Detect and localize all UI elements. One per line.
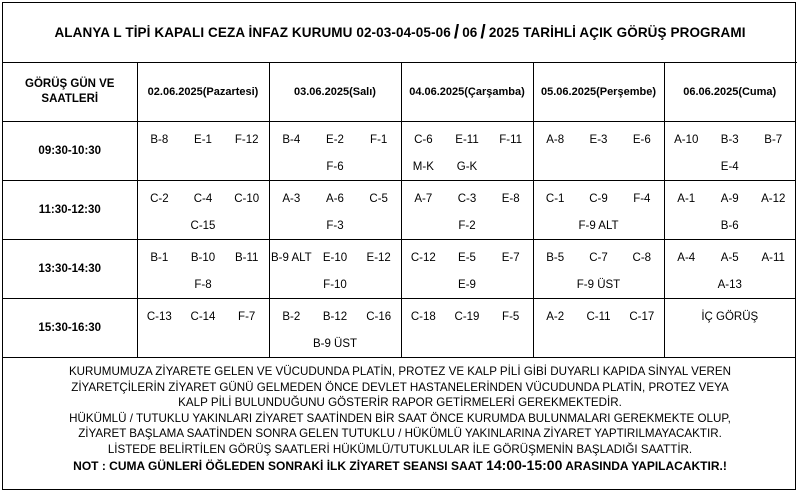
- ward-label: B-6: [720, 220, 739, 232]
- ward-label: A-1: [677, 193, 696, 205]
- schedule-cell: [401, 122, 533, 181]
- friday-note-suffix: ARASINDA YAPILACAKTIR.!: [565, 459, 727, 473]
- ward-label: B-10: [190, 252, 216, 264]
- schedule-row: [3, 299, 795, 358]
- ward-label: İÇ GÖRÜŞ: [701, 311, 759, 323]
- ward-label: B-2: [282, 311, 301, 323]
- day-header: 06.06.2025(Cuma): [664, 63, 795, 122]
- ward-label: F-2: [458, 220, 476, 232]
- corner-line-2: SAATLERİ: [41, 93, 99, 105]
- schedule-row: [3, 181, 795, 240]
- ward-label: E-8: [501, 193, 520, 205]
- schedule-document: [2, 2, 796, 490]
- schedule-row: [3, 240, 795, 299]
- ward-label: F-9 ALT: [578, 220, 619, 232]
- ward-label: C-18: [410, 311, 436, 323]
- ward-label: B-4: [282, 134, 301, 146]
- note-line: KURUMUMUZA ZİYARETE GELEN VE VÜCUDUNDA PLATİN, PROTEZ VE KALP PİLİ GİBİ DUYARLI KAPIDA SİNYAL VEREN: [68, 365, 732, 378]
- ward-label: B-5: [546, 252, 565, 264]
- ward-label: C-7: [589, 252, 608, 264]
- ward-label: A-11: [761, 252, 785, 264]
- schedule-cell: [401, 299, 533, 358]
- ward-label: A-10: [674, 134, 699, 146]
- schedule-cell: [137, 122, 269, 181]
- ward-label: F-5: [502, 311, 520, 323]
- page-title: [3, 3, 797, 63]
- note-line: LİSTEDE BELİRTİLEN GÖRÜŞ SAATLERİ HÜKÜMLÜ/TUTUKLULAR İLE GÖRÜŞMENİN BAŞLADIĞI SAATTİR.: [107, 442, 693, 456]
- friday-note: [3, 458, 797, 475]
- ward-label: A-13: [717, 279, 742, 291]
- ward-label: E-5: [458, 252, 476, 264]
- ward-label: A-3: [282, 193, 301, 205]
- ward-label: E-7: [501, 252, 520, 264]
- ward-label: B-1: [150, 252, 169, 264]
- schedule-cell: [137, 299, 269, 358]
- day-header: 02.06.2025(Pazartesi): [137, 63, 269, 122]
- schedule-cell: [401, 181, 533, 240]
- friday-note-time: 14:00-15:00: [486, 457, 563, 473]
- ward-label: E-10: [322, 252, 348, 264]
- note-line: HÜKÜMLÜ / TUTUKLU YAKINLARI ZİYARET SAATİNDEN BİR SAAT ÖNCE KURUMDA BULUNMALARI GEREKMEKTE OLUP,: [69, 411, 731, 425]
- note-line: ZİYARETÇİLERİN ZİYARET GÜNÜ GELMEDEN ÖNCE DEVLET HASTANELERİNDEN VÜCUDUNDA PLATİN, PROTEZ VEYA: [71, 380, 729, 394]
- ward-label: B-8: [150, 134, 169, 146]
- title-slash1: /: [453, 21, 460, 43]
- schedule-cell: [664, 299, 795, 358]
- ward-label: F-1: [370, 134, 388, 146]
- corner-line-1: GÖRÜŞ GÜN VE: [25, 78, 115, 90]
- schedule-cell: [533, 181, 664, 240]
- title-slash2: /: [480, 21, 486, 43]
- schedule-cell: [269, 240, 401, 299]
- ward-label: A-2: [546, 311, 565, 323]
- note-line: ZİYARET BAŞLAMA SAATİNDEN SONRA GELEN TUTUKLU / HÜKÜMLÜ YAKINLARINA ZİYARET YAPTIRILMAYACAKTIR.: [78, 427, 722, 440]
- day-header: 05.06.2025(Perşembe): [533, 63, 664, 122]
- ward-label: C-19: [454, 311, 480, 323]
- ward-label: A-9: [720, 193, 739, 205]
- ward-label: B-9 ALT: [270, 252, 312, 264]
- ward-label: C-2: [150, 193, 169, 205]
- time-slot: 09:30-10:30: [3, 122, 137, 181]
- schedule-cell: [664, 240, 795, 299]
- ward-label: C-8: [632, 252, 652, 264]
- schedule-cell: [664, 181, 795, 240]
- ward-label: C-11: [586, 311, 611, 323]
- ward-label: E-9: [458, 279, 476, 291]
- ward-label: F-11: [499, 134, 523, 146]
- header-corner: [3, 63, 137, 122]
- ward-label: C-15: [190, 220, 216, 232]
- title-month: 06: [462, 25, 478, 40]
- schedule-cell: [401, 240, 533, 299]
- ward-label: E-12: [366, 252, 391, 264]
- schedule-cell: [269, 299, 401, 358]
- ward-label: C-1: [545, 193, 565, 205]
- ward-label: F-12: [234, 134, 259, 146]
- ward-label: C-4: [193, 193, 213, 205]
- ward-label: C-12: [410, 252, 436, 264]
- ward-label: C-16: [366, 311, 392, 323]
- schedule-cell: [664, 122, 795, 181]
- ward-label: E-1: [194, 134, 212, 146]
- visit-schedule-table: [3, 63, 795, 358]
- title-part2: 2025 TARİHLİ AÇIK GÖRÜŞ PROGRAMI: [488, 25, 746, 40]
- header-row: [3, 63, 795, 122]
- schedule-cell: [533, 299, 664, 358]
- ward-label: C-17: [629, 311, 655, 323]
- ward-label: A-5: [720, 252, 739, 264]
- ward-label: B-12: [322, 311, 348, 323]
- schedule-cell: [137, 181, 269, 240]
- ward-label: F-8: [194, 279, 212, 291]
- ward-label: B-3: [720, 134, 739, 146]
- ward-label: M-K: [412, 161, 434, 173]
- ward-label: C-9: [589, 193, 608, 205]
- friday-note-prefix: NOT : CUMA GÜNLERİ ÖĞLEDEN SONRAKİ İLK ZİYARET SEANSI SAAT: [73, 459, 483, 473]
- ward-label: B-7: [764, 134, 783, 146]
- ward-label: G-K: [456, 161, 478, 173]
- ward-label: F-9 ÜST: [576, 279, 621, 291]
- ward-label: A-4: [677, 252, 696, 264]
- ward-label: E-6: [632, 134, 651, 146]
- ward-label: F-3: [326, 220, 344, 232]
- ward-label: C-6: [414, 134, 433, 146]
- ward-label: B-9 ÜST: [312, 338, 358, 350]
- time-slot: 13:30-14:30: [3, 240, 137, 299]
- ward-label: F-7: [238, 311, 256, 323]
- ward-label: E-3: [589, 134, 608, 146]
- ward-label: A-8: [546, 134, 565, 146]
- day-header: 03.06.2025(Salı): [269, 63, 401, 122]
- time-slot: 15:30-16:30: [3, 299, 137, 358]
- ward-label: F-6: [326, 161, 344, 173]
- ward-label: F-10: [323, 279, 347, 291]
- schedule-row: [3, 122, 795, 181]
- schedule-cell: [269, 122, 401, 181]
- ward-label: E-4: [720, 161, 739, 173]
- day-header: 04.06.2025(Çarşamba): [401, 63, 533, 122]
- time-slot: 11:30-12:30: [3, 181, 137, 240]
- ward-label: E-2: [326, 134, 344, 146]
- ward-label: C-5: [369, 193, 388, 205]
- ward-label: A-6: [326, 193, 344, 205]
- ward-label: C-3: [457, 193, 477, 205]
- schedule-cell: [269, 181, 401, 240]
- ward-label: C-10: [234, 193, 260, 205]
- ward-label: F-4: [633, 193, 651, 205]
- ward-label: E-11: [455, 134, 479, 146]
- note-line: KALP PİLİ BULUNDUĞUNU GÖSTERİR RAPOR GETİRMELERİ GEREKMEKTEDİR.: [178, 396, 622, 409]
- schedule-cell: [533, 240, 664, 299]
- ward-label: C-14: [190, 311, 216, 323]
- schedule-cell: [533, 122, 664, 181]
- title-part1: ALANYA L TİPİ KAPALI CEZA İNFAZ KURUMU 02-03-04-05-06: [54, 25, 451, 40]
- ward-label: A-12: [761, 193, 786, 205]
- schedule-cell: [137, 240, 269, 299]
- ward-label: C-13: [146, 311, 172, 323]
- ward-label: A-7: [414, 193, 433, 205]
- notes-section: [3, 355, 797, 489]
- ward-label: B-11: [234, 252, 259, 264]
